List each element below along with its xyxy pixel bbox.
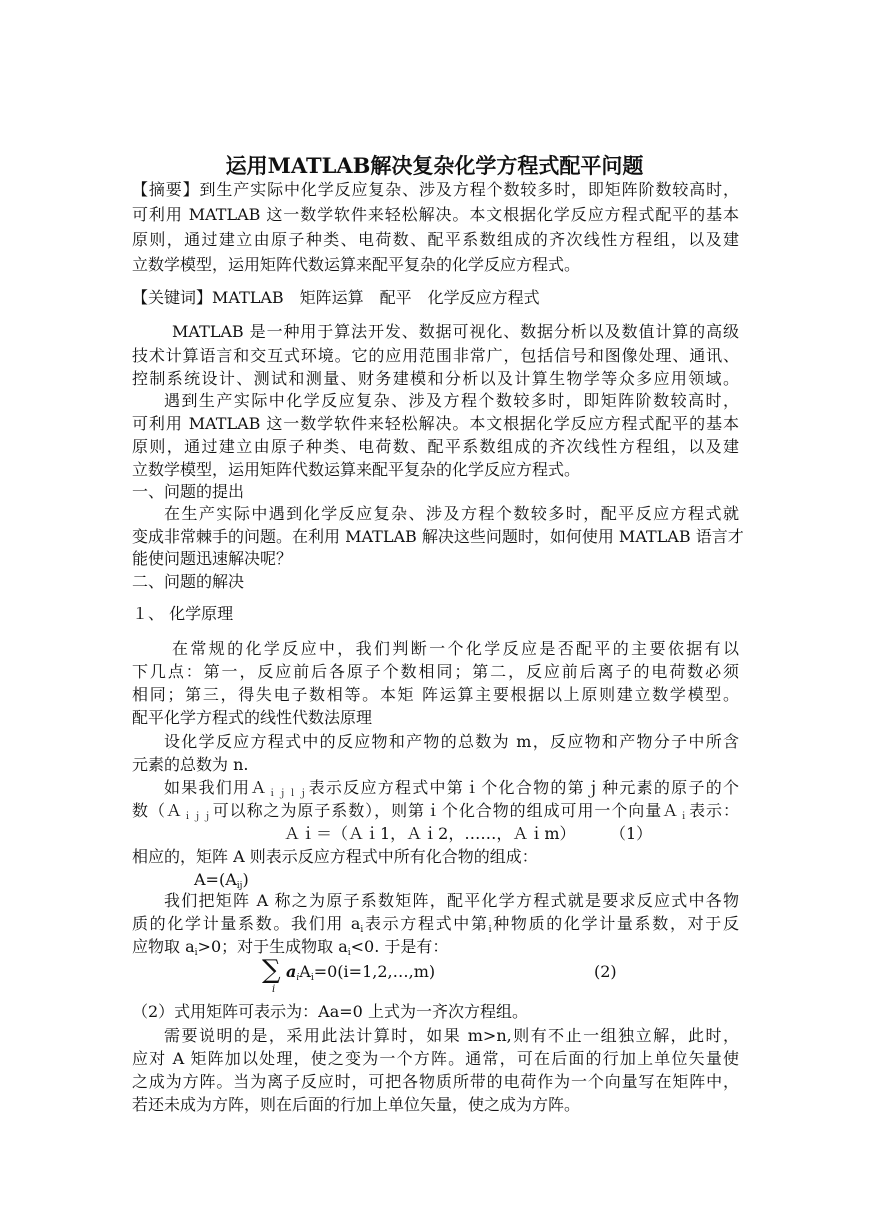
intro-line: 立数学模型，运用矩阵代数运算来配平复杂的化学反应方程式。: [132, 460, 581, 479]
section-heading: 二、问题的解决: [132, 572, 245, 591]
subscript: i: [194, 948, 198, 958]
subscript: ｉ: [679, 812, 690, 822]
section1-line: 在生产实际中遇到化学反应复杂、涉及方程个数较多时，配平反应方程式就: [164, 504, 739, 523]
paragraph-line: 相应的，矩阵 A 则表示反应方程式中所有化合物的组成：: [132, 847, 538, 866]
intro-line: 可利用 MATLAB 这一数学软件来轻松解决。本文根据化学反应方程式配平的基本: [132, 414, 739, 433]
text-run: >0；对于生成物取 a: [197, 937, 348, 956]
section1-line: 变成非常棘手的问题。在利用 MATLAB 解决这些问题时，如何使用 MATLAB 语言才: [132, 527, 744, 546]
subscript: i: [488, 925, 492, 935]
section-heading: 一、问题的提出: [132, 482, 245, 501]
equation-1: Ａｉ＝（Ａｉ1，Ａｉ2，……，Ａｉm）: [284, 824, 576, 843]
intro-line: MATLAB 是一种用于算法开发、数据可视化、数据分析以及数值计算的高级: [172, 322, 739, 341]
paragraph-line: 配平化学方程式的线性代数法原理: [132, 708, 373, 727]
abstract-line: 立数学模型，运用矩阵代数运算来配平复杂的化学反应方程式。: [132, 255, 581, 274]
abstract-line: 可利用 MATLAB 这一数学软件来轻松解决。本文根据化学反应方程式配平的基本: [132, 205, 739, 224]
text-run: 如果我们用Ａ: [164, 778, 268, 797]
text-run: 表示方程式中第: [363, 914, 489, 933]
abstract-line: 【摘要】到生产实际中化学反应复杂、涉及方程个数较多时，即矩阵阶数较高时，: [132, 180, 739, 199]
sigma-index: i: [272, 984, 276, 995]
paragraph-line: 元素的总数为 n.: [132, 755, 249, 774]
subscript: i: [310, 973, 314, 983]
text-run: a: [286, 962, 297, 981]
text-run: <0. 于是有：: [350, 937, 449, 956]
paragraph-line: 需要说明的是，采用此法计算时，如果 m>n,则有不止一组独立解，此时，: [164, 1026, 739, 1045]
text-run: A: [299, 962, 311, 981]
paragraph-line: 在常规的化学反应中，我们判断一个化学反应是否配平的主要依据有以: [172, 639, 739, 658]
abstract-line: 原则，通过建立由原子种类、电荷数、配平系数组成的齐次线性方程组，以及建: [132, 230, 739, 249]
text-run: 应物取 a: [132, 937, 195, 956]
paragraph-line: 之成为方阵。当为离子反应时，可把各物质所带的电荷作为一个向量写在矩阵中，: [132, 1072, 739, 1091]
equation-number: (2): [594, 962, 617, 981]
paragraph-line: 设化学反应方程式中的反应物和产物的总数为 m，反应物和产物分子中所含: [164, 732, 739, 751]
text-run: =0(i=1,2,…,m): [313, 962, 436, 981]
sigma-symbol: ∑: [262, 955, 281, 985]
intro-line: 遇到生产实际中化学反应复杂、涉及方程个数较多时，即矩阵阶数较高时，: [164, 391, 739, 410]
intro-line: 技术计算语言和交互式环境。它的应用范围非常广，包括信号和图像处理、通讯、: [132, 346, 739, 365]
paragraph-line: 若还未成为方阵，则在后面的行加上单位矢量，使之成为方阵。: [132, 1095, 581, 1114]
keywords: 【关键词】MATLAB 矩阵运算 配平 化学反应方程式: [132, 288, 540, 307]
text-run: 表示：: [689, 801, 739, 820]
subscript: ij: [236, 881, 243, 891]
equation-2: [286, 960, 435, 990]
subscript: i: [360, 925, 364, 935]
paragraph-line: 相同；第三，得失电子数相等。本矩 阵运算主要根据以上原则建立数学模型。: [132, 685, 739, 704]
intro-line: 控制系统设计、测试和测量、财务建模和分析以及计算生物学等众多应用领域。: [132, 369, 739, 388]
text-run: 数（Ａ: [132, 801, 183, 820]
paragraph-line: （2）式用矩阵可表示为：Aa=0 上式为一齐次方程组。: [132, 1002, 528, 1021]
text-run: 可以称之为原子系数），则第ｉ个化合物的组成可用一个向量Ａ: [212, 801, 680, 820]
paragraph-line: 下几点：第一，反应前后各原子个数相同；第二，反应前后离子的电荷数必须: [132, 662, 739, 681]
text-run: 质的化学计量系数。我们用 a: [132, 914, 361, 933]
text-run: ): [242, 870, 249, 889]
document-title: 运用MATLAB解决复杂化学方程式配平问题: [225, 153, 644, 178]
subsection-heading: １、 化学原理: [132, 604, 234, 623]
subscript: ｉｊｊ: [182, 812, 213, 822]
paragraph-line: 应对 A 矩阵加以处理，使之变为一个方阵。通常，可在后面的行加上单位矢量使: [132, 1049, 739, 1068]
text-run: 种物质的化学计量系数，对于反: [491, 914, 739, 933]
section1-line: 能使问题迅速解决呢？: [132, 549, 293, 568]
paragraph-line: 我们把矩阵 A 称之为原子系数矩阵，配平化学方程式就是要求反应式中各物: [164, 891, 739, 910]
text-run: A=(A: [194, 870, 237, 889]
subscript: ｉｊｌｊ: [267, 789, 309, 799]
subscript: i: [296, 973, 300, 983]
intro-line: 原则，通过建立由原子种类、电荷数、配平系数组成的齐次线性方程组，以及建: [132, 437, 739, 456]
subscript: i: [347, 948, 351, 958]
equation-number: （1）: [610, 824, 653, 843]
text-run: 表示反应方程式中第ｉ个化合物的第ｊ种元素的原子的个: [308, 778, 739, 797]
